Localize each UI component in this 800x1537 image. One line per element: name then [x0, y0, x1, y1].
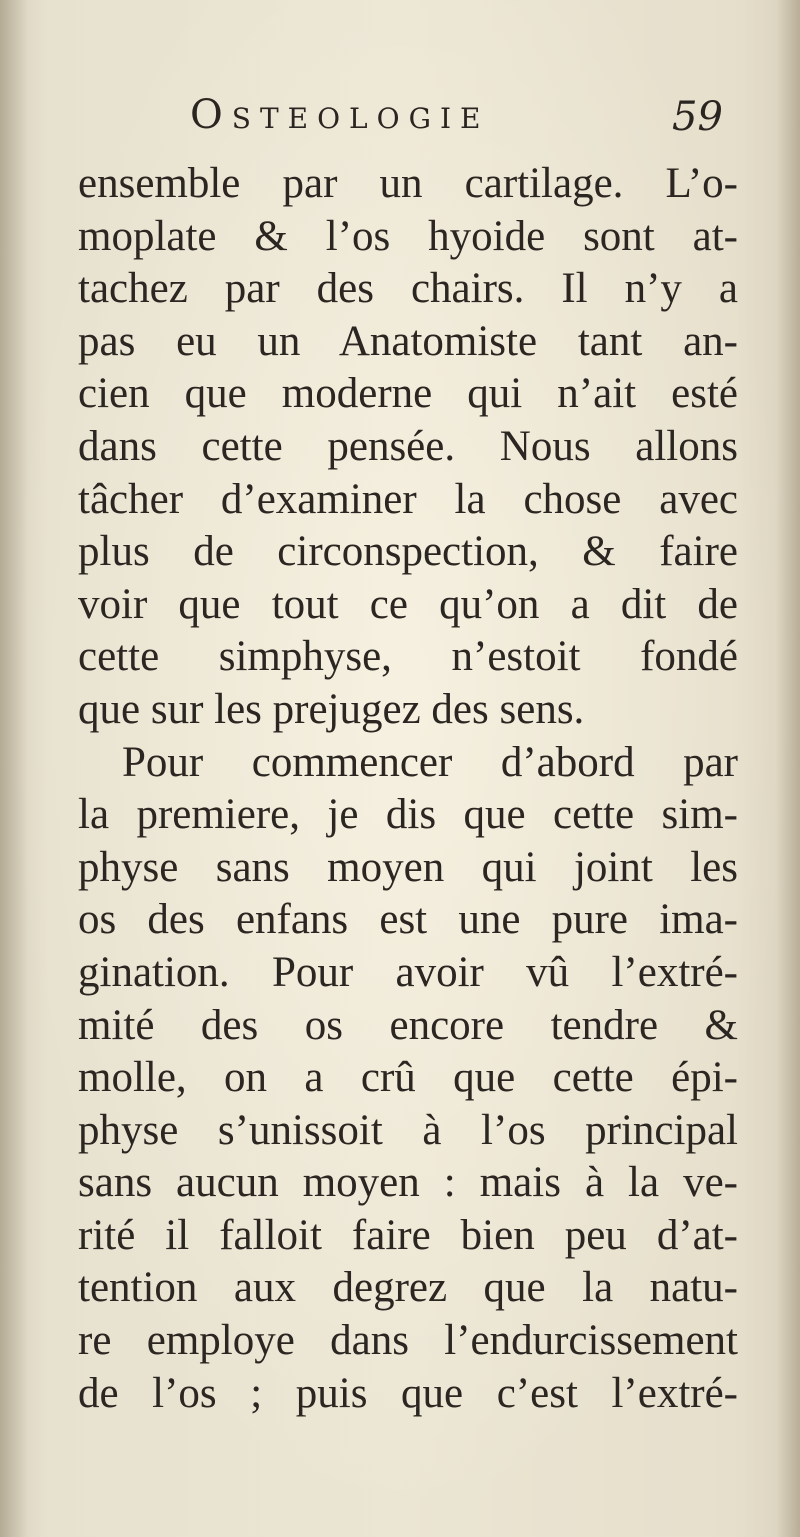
text-line: sans aucun moyen : mais à la ve-	[78, 1159, 738, 1207]
text-line: ensemble par un cartilage. L’o-	[78, 160, 738, 207]
text-line: cette simphyse, n’estoit fondé	[78, 633, 738, 681]
text-line: tachez par des chairs. Il n’y a	[78, 265, 738, 313]
text-line: physe s’unissoit à l’os principal	[78, 1106, 738, 1154]
text-line: physe sans moyen qui joint les	[78, 843, 738, 891]
text-line: voir que tout ce qu’on a dit de	[78, 580, 738, 628]
page-number: 59	[672, 94, 723, 140]
text-line: re employe dans l’endurcissement	[78, 1317, 738, 1365]
text-line: molle, on a crû que cette épi-	[78, 1054, 738, 1102]
text-line: rité il falloit faire bien peu d’at-	[78, 1211, 738, 1259]
text-line: tâcher d’examiner la chose avec	[78, 475, 738, 523]
page-header	[0, 92, 800, 152]
text-line: moplate & l’os hyoide sont at-	[78, 212, 738, 260]
text-line: cien que moderne qui n’ait esté	[78, 370, 738, 418]
text-line: tention aux degrez que la natu-	[78, 1264, 738, 1312]
text-line: gination. Pour avoir vû l’extré-	[78, 948, 738, 996]
text-line: plus de circonspection, & faire	[78, 528, 738, 576]
text-line: la premiere, je dis que cette sim-	[78, 791, 738, 839]
running-head: Osteologie	[190, 92, 490, 138]
text-line: de l’os ; puis que c’est l’extré-	[78, 1369, 738, 1417]
text-line: que sur les prejugez des sens.	[78, 685, 585, 733]
text-line: os des enfans est une pure ima-	[78, 896, 738, 944]
text-line: pas eu un Anatomiste tant an-	[78, 317, 738, 365]
text-line: dans cette pensée. Nous allons	[78, 422, 738, 470]
text-line: mité des os encore tendre &	[78, 1001, 738, 1049]
body-text	[78, 158, 738, 1420]
paragraph-start-line: Pour commencer d’abord par	[122, 738, 738, 786]
